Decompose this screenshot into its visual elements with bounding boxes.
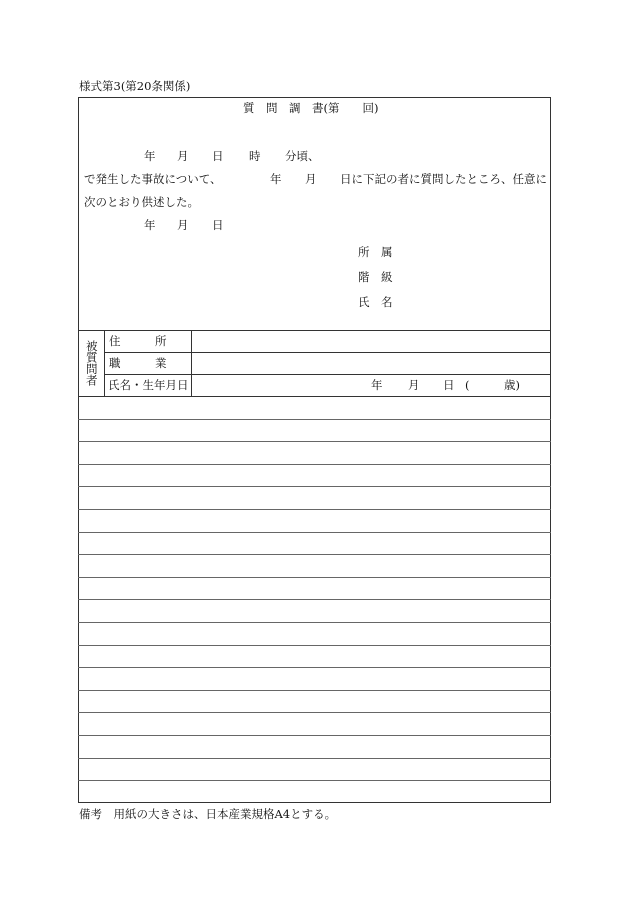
statement-line [78,712,551,713]
statement-line [78,441,551,442]
title-main: 質 問 調 書 [243,101,324,115]
respondent-row-line-1 [104,352,551,353]
questioning-month: 月 [305,172,317,186]
statement-line [78,780,551,781]
body-line2: 次のとおり供述した。 [84,195,199,209]
officer-affiliation-label: 所 属 [358,245,393,259]
incident-month: 月 [177,149,189,163]
statement-line [78,486,551,487]
form-title [243,103,378,115]
statement-line [78,758,551,759]
questioning-year: 年 [270,172,282,186]
form-label: 様式第3(第20条関係) [79,79,191,93]
statement-line [78,419,551,420]
birth-month: 月 [408,378,420,392]
incident-year: 年 [144,149,156,163]
birth-year: 年 [371,378,383,392]
statement-line [78,509,551,510]
incident-day: 日 [212,149,224,163]
statement-line [78,554,551,555]
statement-day: 日 [212,218,224,232]
statement-line [78,735,551,736]
statement-line [78,599,551,600]
respondent-side-text: 被質問者 [84,340,99,386]
statement-line [78,577,551,578]
birth-day: 日 [443,378,455,392]
statement-line [78,464,551,465]
incident-minute: 分頃、 [285,149,320,163]
section-divider [78,330,551,331]
statement-month: 月 [177,218,189,232]
body-line1-part2: 日に下記の者に質問したところ、任意に [340,172,547,186]
respondent-side-label [78,330,104,396]
statement-year: 年 [144,218,156,232]
statement-line [78,622,551,623]
remarks: 備考 用紙の大きさは、日本産業規格A4とする。 [79,807,337,821]
body-line1-part1: で発生した事故について、 [84,172,222,186]
statement-line [78,532,551,533]
respondent-row-line-2 [104,374,551,375]
name-birth-label: 氏名・生年月日 [108,378,189,392]
respondent-vline-2 [191,330,192,396]
address-label: 住 所 [109,334,167,348]
title-suffix: (第 回) [323,101,379,115]
statement-line [78,645,551,646]
incident-hour: 時 [249,149,261,163]
officer-name-label: 氏 名 [358,295,393,309]
occupation-label: 職 業 [109,356,167,370]
statement-line [78,690,551,691]
respondent-vline-1 [104,330,105,396]
statement-line [78,667,551,668]
respondent-row-line-3 [78,396,551,397]
respondent-age: ( 歳) [465,378,520,392]
officer-rank-label: 階 級 [358,270,393,284]
